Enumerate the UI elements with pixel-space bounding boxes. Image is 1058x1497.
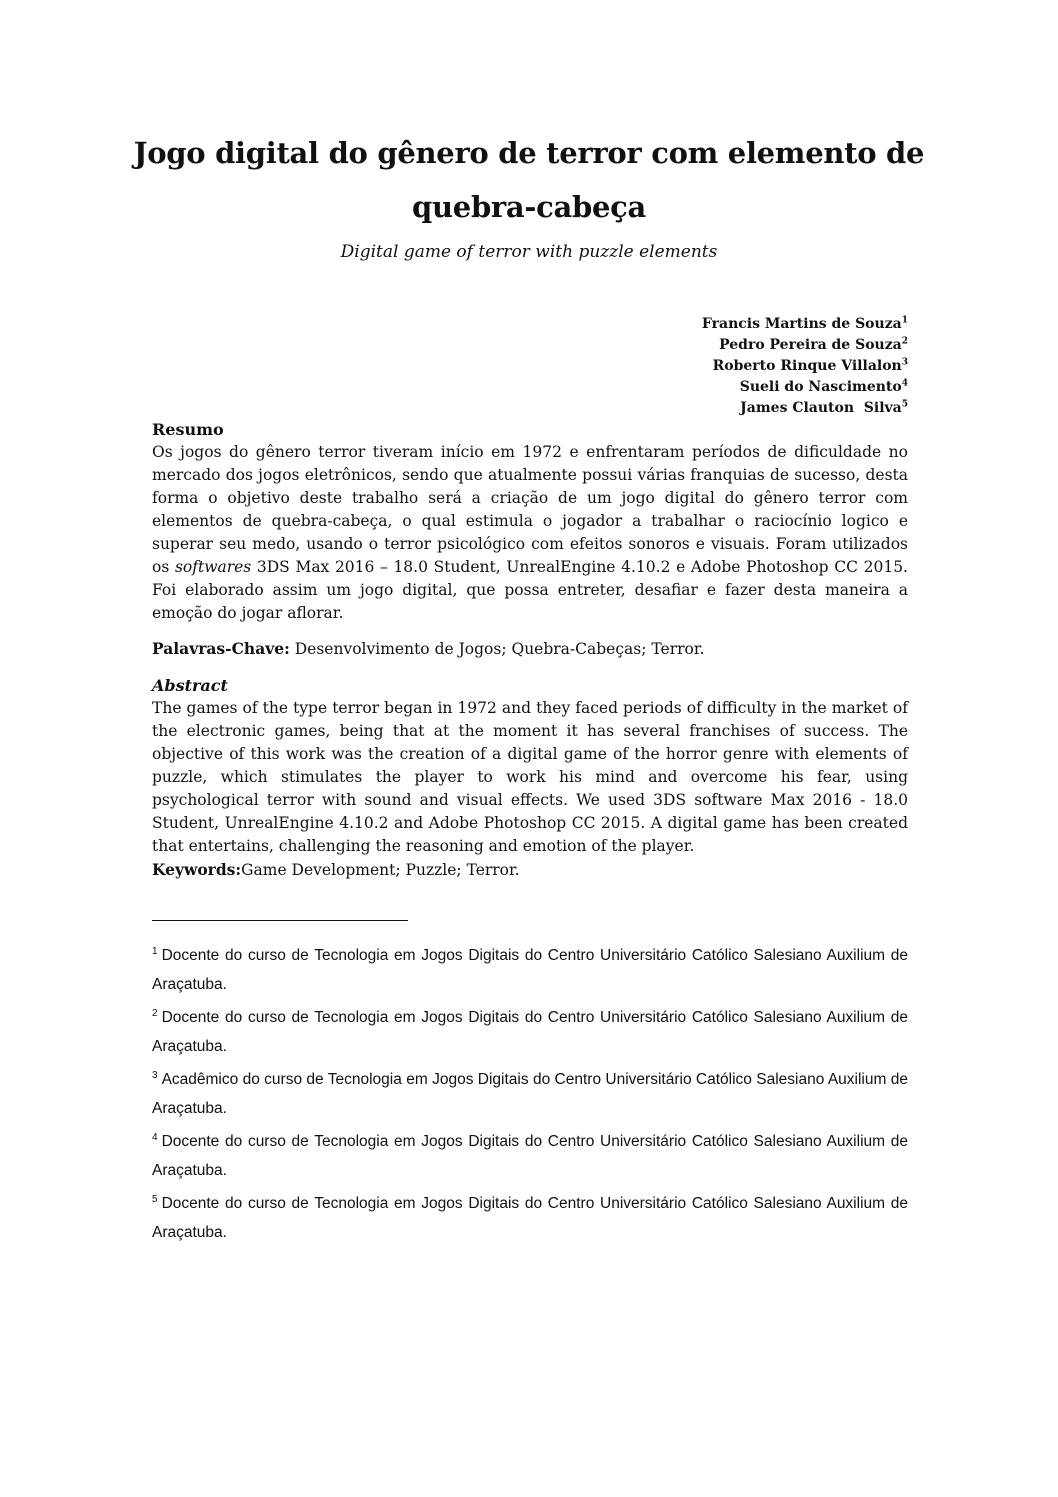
footnote-item [152, 1189, 908, 1247]
resumo-text [152, 441, 908, 625]
footnote-text: Docente do curso de Tecnologia em Jogos Digitais do Centro Universitário Católico Salesiano Auxilium de Araçatuba. [152, 1009, 908, 1055]
footnote-list [152, 941, 908, 1251]
author-name: Pedro Pereira de Souza [719, 337, 902, 353]
author-item [488, 356, 908, 377]
author-item [488, 377, 908, 398]
footnote-text: Docente do curso de Tecnologia em Jogos Digitais do Centro Universitário Católico Salesiano Auxilium de Araçatuba. [152, 947, 908, 993]
abstract-text: The games of the type terror began in 1972 and they faced periods of difficulty in the market of the electronic games, being that at the moment it has several franchises of success. The objective of this work was the creation of a digital game of the horror genre with elements of puzzle, which stimulates the player to work his mind and overcome his fear, using psychological terror with sound and visual effects. We used 3DS software Max 2016 - 18.0 Student, UnrealEngine 4.10.2 and Adobe Photoshop CC 2015. A digital game has been created that entertains, challenging the reasoning and emotion of the player. [152, 699, 908, 855]
author-name: Francis Martins de Souza [701, 316, 902, 332]
abstract-heading: Abstract [152, 676, 228, 695]
palavras-chave-line [152, 637, 908, 661]
footnote-text: Docente do curso de Tecnologia em Jogos Digitais do Centro Universitário Católico Salesiano Auxilium de Araçatuba. [152, 1195, 908, 1241]
footnote-mark: 5 [152, 1193, 158, 1205]
keywords-line [152, 858, 908, 882]
author-footnote-mark: 5 [901, 399, 908, 410]
author-name: James Clauton Silva [740, 400, 902, 416]
paper-title: Jogo digital do gênero de terror com elemento de quebra-cabeça [133, 136, 925, 224]
footnote-mark: 4 [152, 1131, 158, 1143]
author-name: Roberto Rinque Villalon [712, 358, 902, 374]
author-item [488, 398, 908, 419]
footnote-item [152, 1003, 908, 1061]
palavras-chave-text: Desenvolvimento de Jogos; Quebra-Cabeças; Terror. [289, 640, 705, 658]
footnote-mark: 2 [152, 1007, 158, 1019]
keywords-label: Keywords: [152, 860, 242, 879]
paper-subtitle: Digital game of terror with puzzle elements [340, 242, 718, 262]
paper-body [152, 419, 908, 882]
author-name: Sueli do Nascimento [739, 379, 902, 395]
author-item [488, 314, 908, 335]
author-list [488, 314, 908, 419]
footnote-item [152, 1065, 908, 1123]
palavras-chave-label: Palavras-Chave: [152, 639, 290, 658]
resumo-text-part: 3DS Max 2016 – 18.0 Student, UnrealEngine 4.10.2 e Adobe Photoshop CC 2015. Foi elaborado assim um jogo digital, que possa entreter, desafiar e fazer desta maneira a emoção do jogar aflorar. [152, 558, 908, 622]
footnote-separator [152, 920, 408, 921]
keywords-text: Game Development; Puzzle; Terror. [241, 861, 520, 879]
author-item [488, 335, 908, 356]
footnote-mark: 1 [152, 945, 158, 957]
footnote-text: Docente do curso de Tecnologia em Jogos Digitais do Centro Universitário Católico Salesiano Auxilium de Araçatuba. [152, 1133, 908, 1179]
resumo-text-part: Os jogos do gênero terror tiveram início em 1972 e enfrentaram períodos de dificuldade no mercado dos jogos eletrônicos, sendo que atualmente possui várias franquias de sucesso, desta forma o objetivo deste trabalho será a criação de um jogo digital do gênero terror com elementos de quebra-cabeça, o qual estimula o jogador a trabalhar o raciocínio logico e superar seu medo, usando o terror psicológico com efeitos sonoros e visuais. Foram utilizados os [152, 443, 908, 576]
author-footnote-mark: 1 [901, 315, 908, 326]
footnote-item [152, 941, 908, 999]
resumo-italic-term: softwares [174, 558, 252, 576]
author-footnote-mark: 3 [901, 357, 908, 368]
footnote-text: Acadêmico do curso de Tecnologia em Jogos Digitais do Centro Universitário Católico Salesiano Auxilium de Araçatuba. [152, 1071, 908, 1117]
footnote-item [152, 1127, 908, 1185]
footnote-mark: 3 [152, 1069, 158, 1081]
author-footnote-mark: 4 [901, 378, 908, 389]
resumo-heading: Resumo [152, 420, 224, 439]
author-footnote-mark: 2 [901, 336, 908, 347]
